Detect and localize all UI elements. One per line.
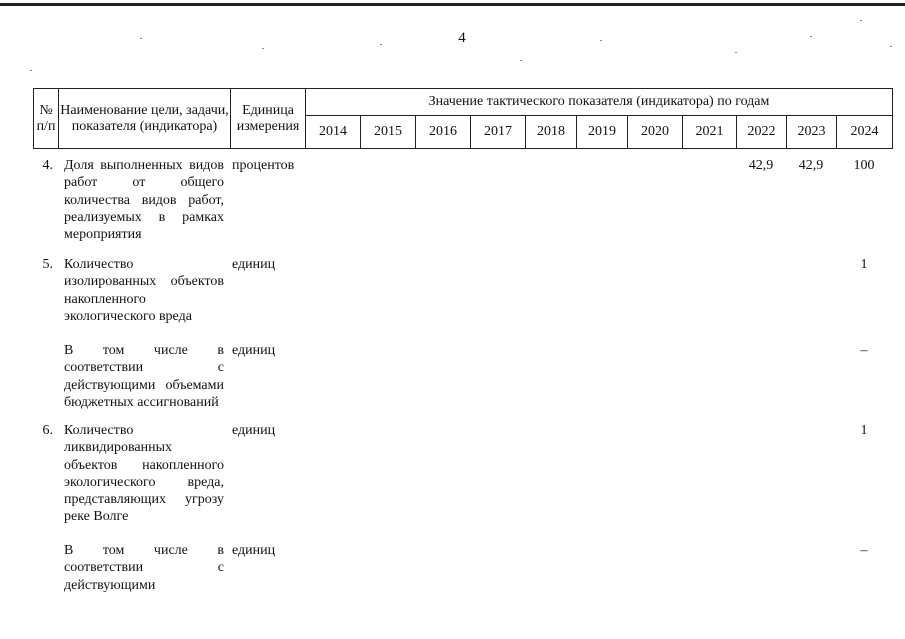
- row-unit: процентов: [232, 158, 295, 173]
- scan-speck: [380, 44, 382, 45]
- header-year: 2018: [526, 116, 577, 149]
- header-year: 2021: [683, 116, 737, 149]
- scan-speck: [140, 38, 142, 39]
- scan-speck: [262, 48, 264, 49]
- row-number: 5.: [42, 257, 53, 272]
- row-indicator-name: В том числе в соответствии с действующими объемами бюджетных ассигнований: [64, 343, 224, 410]
- header-year: 2020: [628, 116, 683, 149]
- row-indicator-name: В том числе в соответствии с действующими: [64, 543, 224, 593]
- row-value-2024: 1: [860, 423, 868, 438]
- row-number: 6.: [42, 423, 53, 438]
- row-indicator-name: Количество ликвидированных объектов накопленного экологического вреда, представляющих угрозу реке Волге: [64, 423, 224, 525]
- row-value-2024: 1: [860, 257, 868, 272]
- header-num: № п/п: [34, 89, 59, 149]
- row-indicator-name: Доля выполненных видов работ от общего количества видов работ, реализуемых в рамках мероприятия: [64, 158, 224, 243]
- row-indicator-name: Количество изолированных объектов накопленного экологического вреда: [64, 257, 224, 324]
- header-values-title: Значение тактического показателя (индикатора) по годам: [306, 89, 893, 116]
- header-unit: Единица измерения: [231, 89, 306, 149]
- header-year: 2022: [737, 116, 787, 149]
- row-value-2022: 42,9: [748, 158, 774, 173]
- header-year: 2015: [361, 116, 416, 149]
- header-year: 2024: [837, 116, 893, 149]
- header-name: Наименование цели, задачи, показателя (индикатора): [59, 89, 231, 149]
- header-year: 2019: [577, 116, 628, 149]
- scan-speck: [890, 46, 892, 47]
- row-unit: единиц: [232, 343, 276, 358]
- scan-speck: [520, 60, 522, 61]
- row-unit: единиц: [232, 543, 276, 558]
- row-value-2024: –: [860, 343, 868, 358]
- row-number: 4.: [42, 158, 53, 173]
- row-value-2024: –: [860, 543, 868, 558]
- row-unit: единиц: [232, 423, 276, 438]
- scan-speck: [735, 52, 737, 53]
- top-rule: [0, 3, 905, 6]
- scan-speck: [810, 36, 812, 37]
- indicator-table-header: [33, 88, 893, 149]
- row-unit: единиц: [232, 257, 276, 272]
- row-value-2024: 100: [853, 158, 875, 173]
- header-year: 2017: [471, 116, 526, 149]
- scan-speck: [30, 70, 32, 71]
- header-year: 2016: [416, 116, 471, 149]
- row-value-2023: 42,9: [798, 158, 824, 173]
- header-year: 2023: [787, 116, 837, 149]
- page-number: 4: [458, 30, 466, 46]
- header-year: 2014: [306, 116, 361, 149]
- scan-speck: [860, 20, 862, 21]
- scan-speck: [600, 40, 602, 41]
